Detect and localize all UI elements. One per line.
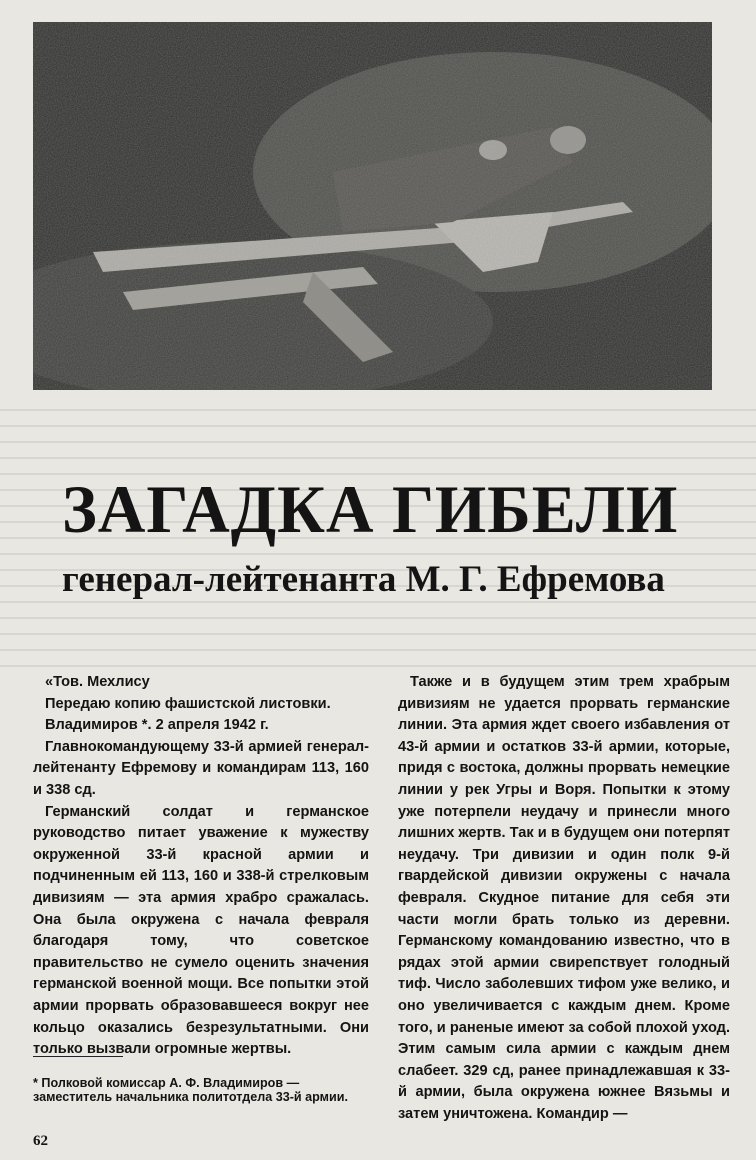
right-column: [398, 672, 730, 1125]
paragraph: Также и в будущем этим трем храбрым дивизиям не удается прорвать германские линии. Эта армия ждет своего избавления от 43-й армии и остатков 33-й армии, которые, придя с востока, должны прорвать немецкие линии у рек Угры и Воря. Попытки к этому уже потерпели неудачу и принесли много лишних жертв. Так и в будущем они потерпят неудачу. Три дивизии и один полк 9-й гвардейской дивизии окружены с начала февраля. Скудное питание для себя эти части могли брать только из деревни. Германскому командованию известно, что в рядах этой армии свирепствует голодный тиф. Число заболевших тифом уже велико, и оно увеличивается с каждым днем. Кроме того, и раненые имеют за собой плохой уход. Этим самым сила армии с каждым днем слабеет. 329 сд, ранее принадлежавшая к 33-й армии, была окружена южнее Вязьмы и затем уничтожена. Командир —: [398, 674, 730, 1122]
page-number: 62: [33, 1133, 48, 1149]
paragraph: Главнокомандующему 33-й армией генерал-лейтенанту Ефремову и командирам 113, 160 и 338 сд.: [33, 738, 369, 798]
article-subtitle: генерал-лейтенанта М. Г. Ефремова: [62, 559, 665, 600]
left-column: [33, 672, 369, 1061]
paragraph: Владимиров *. 2 апреля 1942 г.: [45, 717, 269, 734]
article-title: ЗАГАДКА ГИБЕЛИ: [62, 471, 679, 547]
paragraph: Германский солдат и германское руководство питает уважение к мужеству окруженной 33-й красной армии и подчиненным ей 113, 160 и 338-й стрелковым дивизиям — эта армия храбро сражалась. Она была окружена с начала февраля благодаря тому, что советское правительство не сумело оценить значения германской военной мощи. Все попытки этой армии прорвать образовавшееся вокруг нее кольцо оказались безрезультатными. Они только вызвали огромные жертвы.: [33, 803, 369, 1058]
footnote-rule: [33, 1056, 123, 1057]
footnote: * Полковой комиссар А. Ф. Владимиров — заместитель начальника политотдела 33-й армии.: [33, 1076, 348, 1104]
article-photo: [33, 22, 712, 390]
paragraph: «Тов. Мехлису: [45, 674, 150, 690]
paragraph: Передаю копию фашистской листовки.: [45, 695, 331, 712]
photo-illustration: [33, 22, 712, 390]
